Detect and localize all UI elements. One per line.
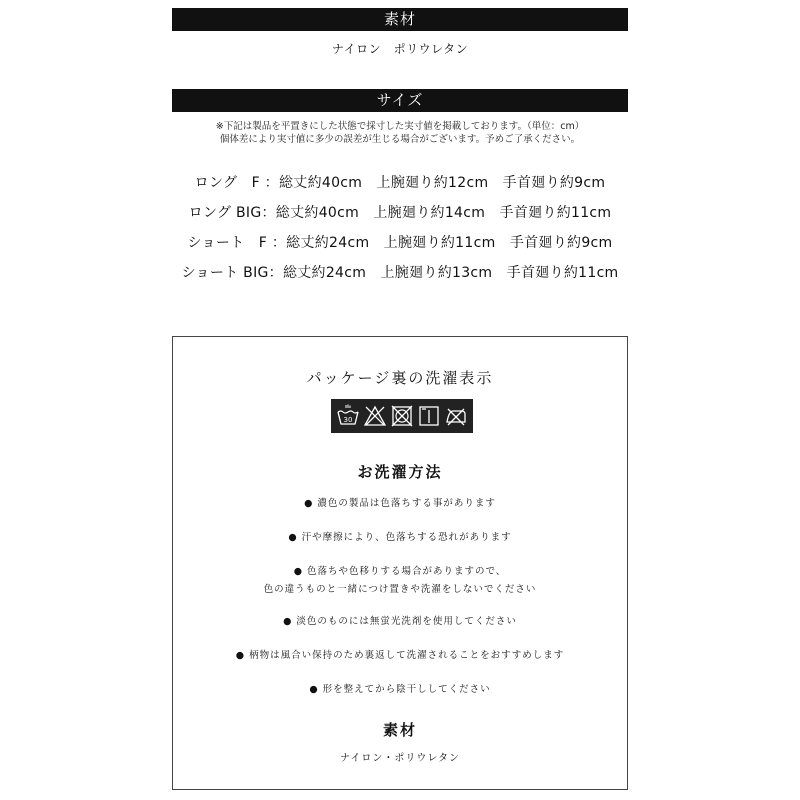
size-row-short-big: ショート BIG：総丈約24cm 上腕廻り約13cm 手首廻り約11cm (181, 265, 619, 281)
washing-method-title: お洗濯方法 (357, 463, 443, 481)
size-row-long-big: ロング BIG：総丈約40cm 上腕廻り約14cm 手首廻り約11cm (188, 205, 612, 221)
care-bullet-5: ● 柄物は風合い保持のため裏返して洗濯されることをおすすめします (235, 650, 565, 661)
line-dry-icon (417, 404, 441, 428)
hand-wash-30-icon (336, 404, 360, 428)
size-header: サイズ (172, 89, 628, 112)
size-row-long-f: ロング F ：総丈約40cm 上腕廻り約12cm 手首廻り約9cm (194, 175, 606, 191)
care-symbols-strip (331, 399, 473, 433)
care-bullet-6: ● 形を整えてから陰干ししてください (309, 684, 491, 695)
care-bullet-3: ● 色落ちや色移りする場合がありますので、 (293, 566, 507, 577)
wash-temp-label: 30 (343, 416, 353, 424)
size-row-short-f: ショート F ：総丈約24cm 上腕廻り約11cm 手首廻り約9cm (187, 235, 613, 251)
box-material-title: 素材 (382, 721, 417, 739)
box-material-text: ナイロン・ポリウレタン (340, 753, 460, 764)
size-note-line-1: ※下記は製品を平置きにした状態で採寸した実寸値を掲載しております。（単位：cm） (215, 121, 585, 132)
care-bullet-4: ● 淡色のものには無蛍光洗剤を使用してください (283, 616, 517, 627)
care-bullet-2: ● 汗や摩擦により、色落ちする恐れがあります (288, 532, 512, 543)
care-instructions-box (172, 336, 628, 790)
package-care-title: パッケージ裏の洗濯表示 (306, 369, 494, 387)
material-header: 素材 (172, 8, 628, 31)
no-bleach-icon (363, 404, 387, 428)
no-iron-icon (444, 404, 468, 428)
material-text: ナイロン ポリウレタン (331, 42, 469, 56)
size-note-line-2: 個体差により実寸値に多少の誤差が生じる場合がございます。予めご了承ください。 (219, 134, 581, 145)
no-tumble-dry-icon (390, 404, 414, 428)
care-bullet-3-cont: 色の違うものと一緒につけ置きや洗濯をしないでください (263, 584, 537, 595)
care-bullet-1: ● 濃色の製品は色落ちする事があります (304, 498, 496, 509)
